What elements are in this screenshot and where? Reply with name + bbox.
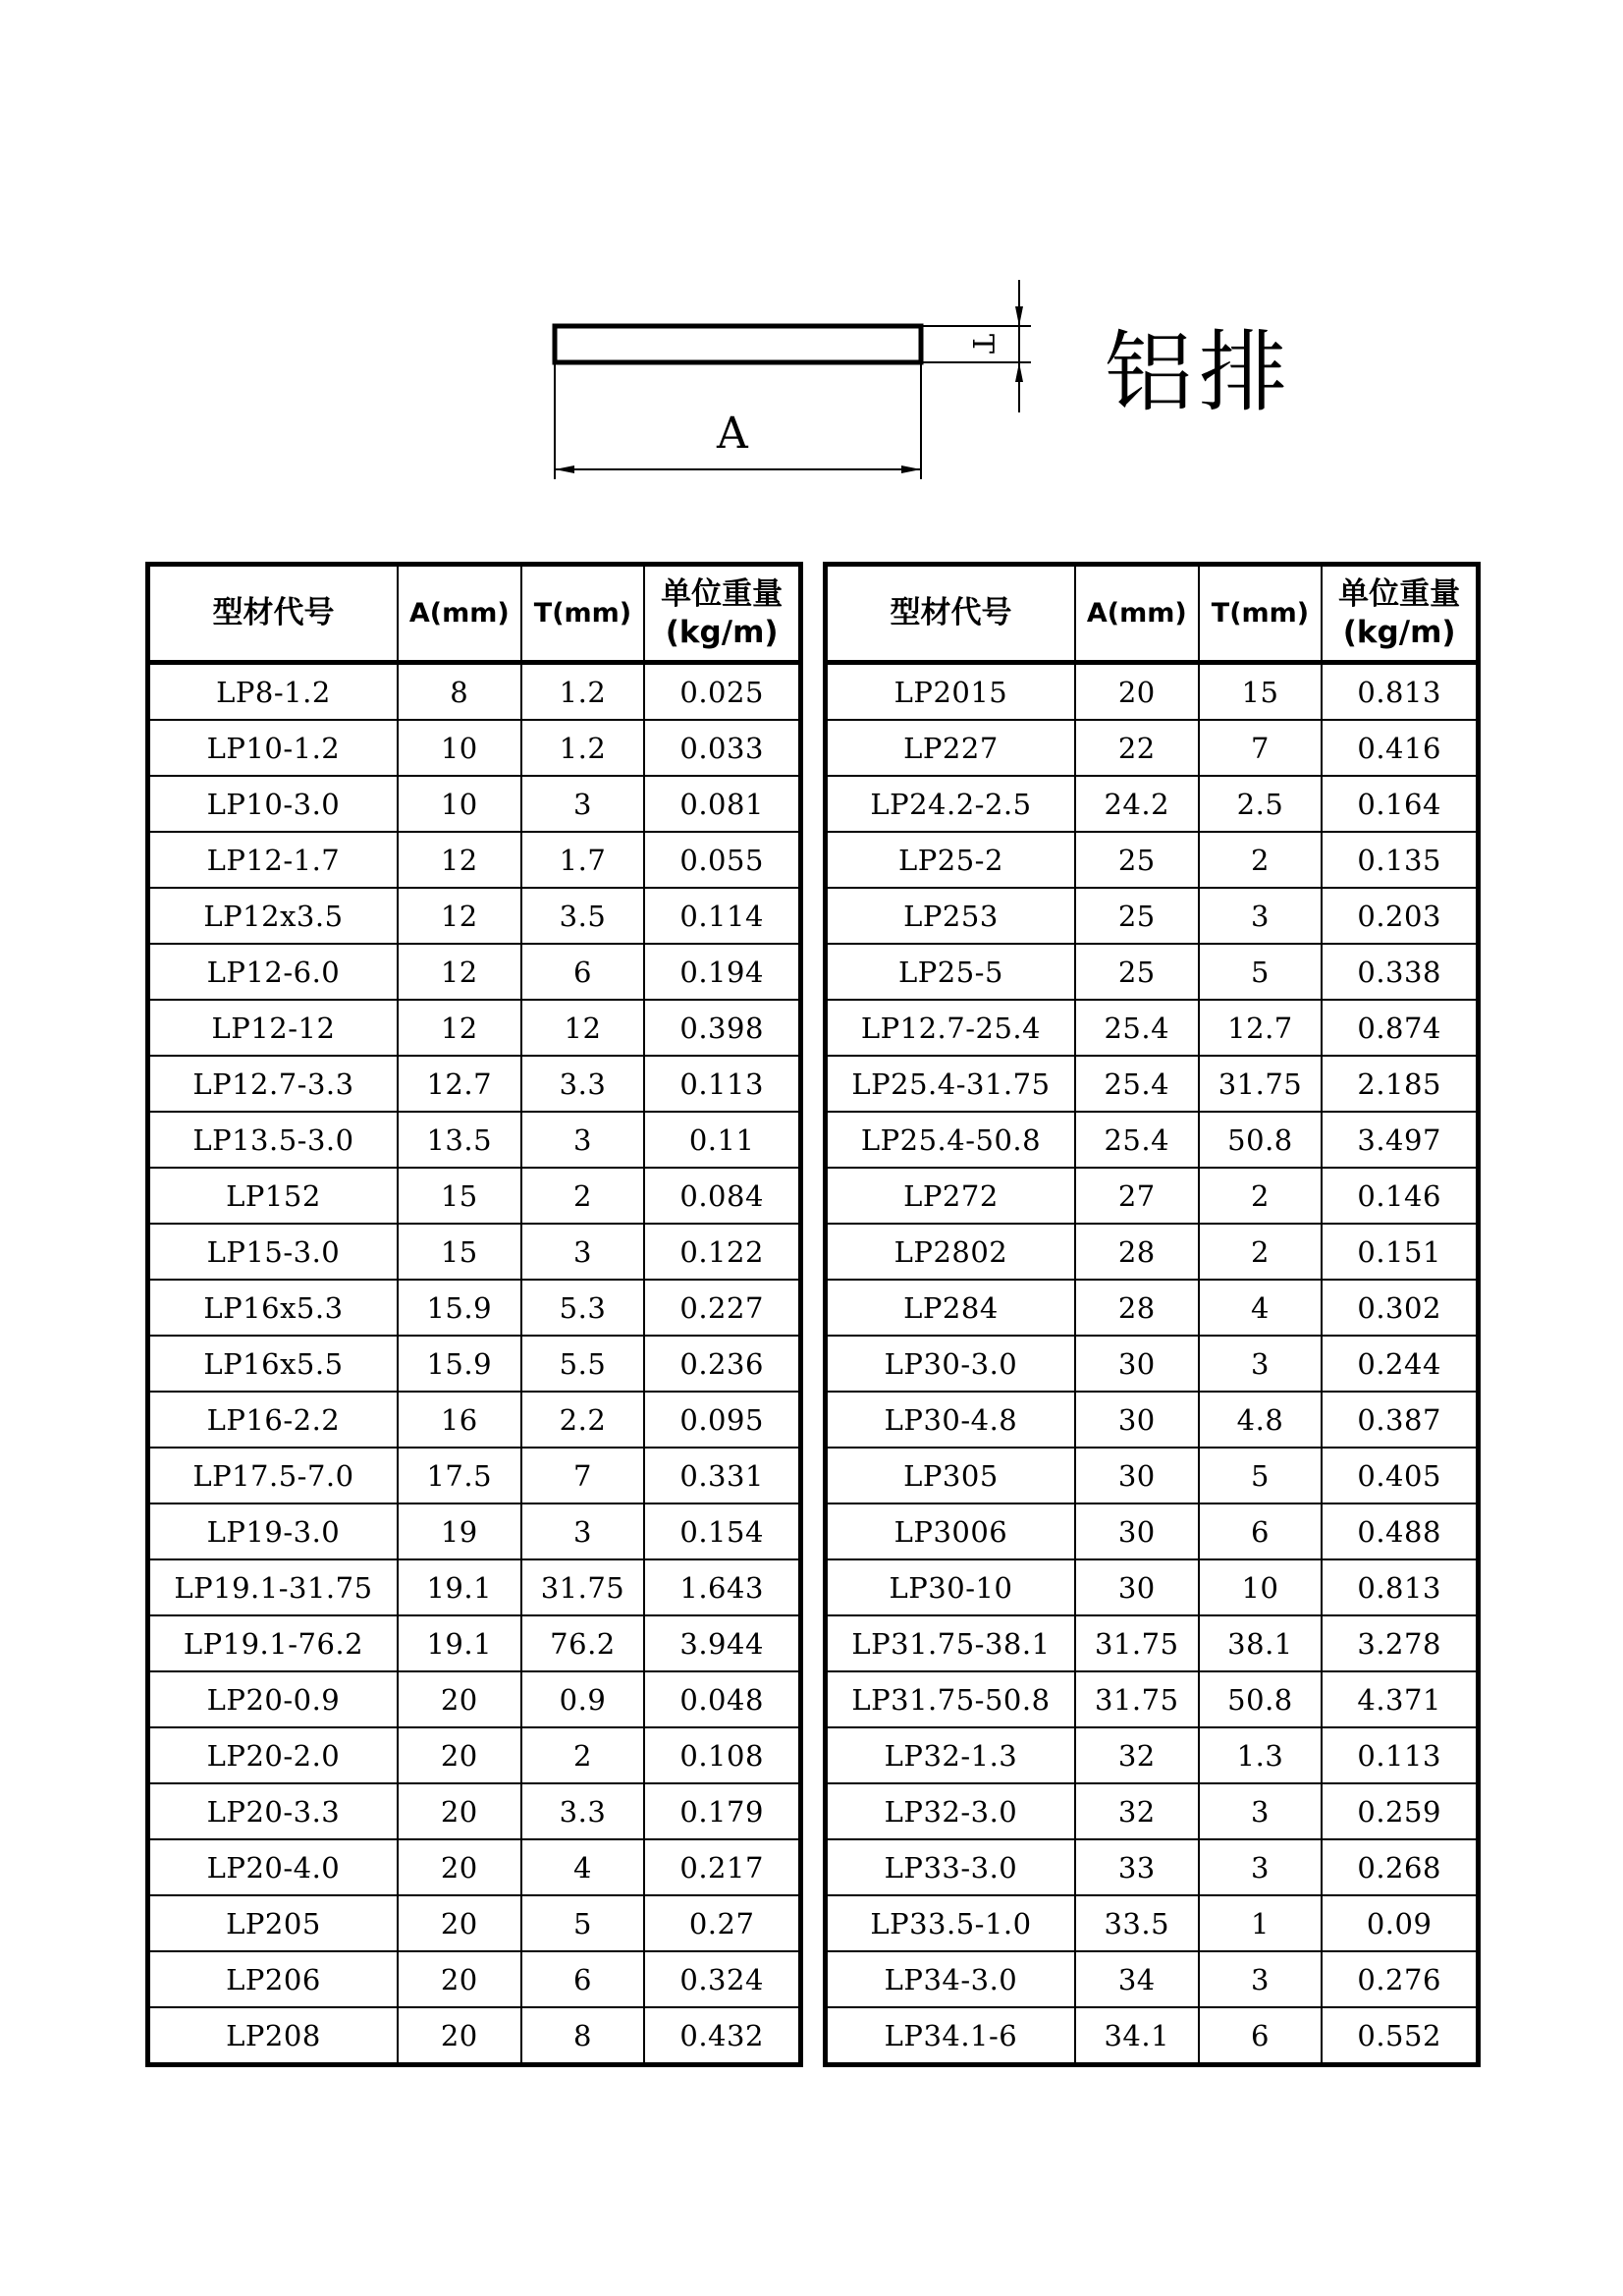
cell-t: 1.2 xyxy=(521,663,645,721)
cell-weight: 0.236 xyxy=(644,1336,800,1392)
spec-table-left xyxy=(145,562,803,2067)
table-row xyxy=(148,1448,801,1503)
cell-t: 6 xyxy=(1199,1503,1323,1559)
table-row xyxy=(148,1056,801,1112)
cell-code: LP25.4-50.8 xyxy=(826,1112,1075,1168)
cell-weight: 0.113 xyxy=(644,1056,800,1112)
cell-code: LP17.5-7.0 xyxy=(148,1448,398,1503)
table-row xyxy=(148,720,801,776)
cell-a: 28 xyxy=(1075,1224,1199,1280)
header-weight-title: 单位重量 xyxy=(1338,575,1461,612)
bar-cross-section xyxy=(555,326,921,362)
arrow-a-left xyxy=(555,465,574,473)
cell-weight: 0.387 xyxy=(1322,1392,1478,1448)
cell-t: 12.7 xyxy=(1199,1000,1323,1056)
table-row xyxy=(826,1951,1479,2007)
cell-a: 12 xyxy=(398,944,521,1000)
cell-a: 24.2 xyxy=(1075,776,1199,832)
cell-t: 31.75 xyxy=(1199,1056,1323,1112)
cell-a: 20 xyxy=(1075,663,1199,721)
cell-code: LP31.75-38.1 xyxy=(826,1615,1075,1671)
table-row xyxy=(826,1224,1479,1280)
header-weight xyxy=(644,565,800,663)
cell-a: 22 xyxy=(1075,720,1199,776)
cell-weight: 0.154 xyxy=(644,1503,800,1559)
table-row xyxy=(148,1503,801,1559)
cell-weight: 0.874 xyxy=(1322,1000,1478,1056)
cell-t: 50.8 xyxy=(1199,1112,1323,1168)
cell-weight: 0.227 xyxy=(644,1280,800,1336)
cell-t: 15 xyxy=(1199,663,1323,721)
cell-a: 30 xyxy=(1075,1448,1199,1503)
cell-a: 20 xyxy=(398,1895,521,1951)
table-row xyxy=(148,1168,801,1224)
table-body-right xyxy=(826,663,1479,2065)
cell-code: LP13.5-3.0 xyxy=(148,1112,398,1168)
cell-t: 38.1 xyxy=(1199,1615,1323,1671)
table-row xyxy=(826,888,1479,944)
cell-weight: 0.27 xyxy=(644,1895,800,1951)
header-code: 型材代号 xyxy=(826,565,1075,663)
cell-weight: 0.084 xyxy=(644,1168,800,1224)
cell-code: LP16-2.2 xyxy=(148,1392,398,1448)
cell-code: LP12x3.5 xyxy=(148,888,398,944)
table-row xyxy=(148,1727,801,1783)
cell-weight: 0.552 xyxy=(1322,2007,1478,2065)
table-row xyxy=(826,1727,1479,1783)
profile-drawing-svg xyxy=(530,270,1041,496)
cell-code: LP205 xyxy=(148,1895,398,1951)
cell-a: 32 xyxy=(1075,1783,1199,1839)
table-body-left xyxy=(148,663,801,2065)
page-title: 铝排 xyxy=(1105,321,1293,424)
cell-t: 5.3 xyxy=(521,1280,645,1336)
cell-weight: 0.217 xyxy=(644,1839,800,1895)
cell-t: 3 xyxy=(1199,1839,1323,1895)
cell-weight: 0.164 xyxy=(1322,776,1478,832)
cell-t: 5 xyxy=(1199,944,1323,1000)
table-row xyxy=(826,1448,1479,1503)
cell-weight: 0.338 xyxy=(1322,944,1478,1000)
cell-code: LP12-1.7 xyxy=(148,832,398,888)
cell-code: LP8-1.2 xyxy=(148,663,398,721)
cell-t: 0.9 xyxy=(521,1671,645,1727)
cell-weight: 1.643 xyxy=(644,1559,800,1615)
cell-weight: 0.813 xyxy=(1322,663,1478,721)
cell-t: 5 xyxy=(521,1895,645,1951)
cell-a: 20 xyxy=(398,1671,521,1727)
table-row xyxy=(826,1839,1479,1895)
table-row xyxy=(148,1392,801,1448)
table-row xyxy=(148,888,801,944)
cell-weight: 0.813 xyxy=(1322,1559,1478,1615)
cell-a: 25 xyxy=(1075,888,1199,944)
cell-code: LP206 xyxy=(148,1951,398,2007)
dimension-t-label: T xyxy=(965,333,1001,355)
cell-a: 25.4 xyxy=(1075,1112,1199,1168)
table-row xyxy=(148,1615,801,1671)
cell-a: 15.9 xyxy=(398,1336,521,1392)
cell-a: 25 xyxy=(1075,944,1199,1000)
cell-a: 28 xyxy=(1075,1280,1199,1336)
table-row xyxy=(826,1280,1479,1336)
cell-code: LP284 xyxy=(826,1280,1075,1336)
header-a: A(mm) xyxy=(398,565,521,663)
cell-t: 2 xyxy=(1199,1168,1323,1224)
cell-t: 4.8 xyxy=(1199,1392,1323,1448)
cell-code: LP12-6.0 xyxy=(148,944,398,1000)
cell-code: LP30-10 xyxy=(826,1559,1075,1615)
cell-t: 6 xyxy=(521,944,645,1000)
cell-a: 33 xyxy=(1075,1839,1199,1895)
header-code: 型材代号 xyxy=(148,565,398,663)
cell-weight: 0.095 xyxy=(644,1392,800,1448)
cell-t: 31.75 xyxy=(521,1559,645,1615)
cell-t: 4 xyxy=(1199,1280,1323,1336)
table-row xyxy=(826,1783,1479,1839)
cell-weight: 4.371 xyxy=(1322,1671,1478,1727)
cell-code: LP272 xyxy=(826,1168,1075,1224)
cell-code: LP253 xyxy=(826,888,1075,944)
cell-a: 30 xyxy=(1075,1503,1199,1559)
cell-a: 25.4 xyxy=(1075,1000,1199,1056)
cell-t: 50.8 xyxy=(1199,1671,1323,1727)
cell-code: LP16x5.5 xyxy=(148,1336,398,1392)
cell-a: 20 xyxy=(398,1951,521,2007)
cell-a: 19 xyxy=(398,1503,521,1559)
cell-a: 30 xyxy=(1075,1392,1199,1448)
cell-code: LP20-3.3 xyxy=(148,1783,398,1839)
table-row xyxy=(826,832,1479,888)
cell-t: 3 xyxy=(1199,1336,1323,1392)
cell-a: 25 xyxy=(1075,832,1199,888)
table-row xyxy=(826,1056,1479,1112)
cell-weight: 0.331 xyxy=(644,1448,800,1503)
cell-t: 3.3 xyxy=(521,1783,645,1839)
cell-t: 3 xyxy=(521,1224,645,1280)
cell-a: 30 xyxy=(1075,1336,1199,1392)
table-row xyxy=(148,1336,801,1392)
cell-code: LP30-4.8 xyxy=(826,1392,1075,1448)
cell-weight: 0.055 xyxy=(644,832,800,888)
cell-code: LP33-3.0 xyxy=(826,1839,1075,1895)
cell-t: 3 xyxy=(521,776,645,832)
cell-weight: 0.108 xyxy=(644,1727,800,1783)
header-weight-title: 单位重量 xyxy=(661,575,784,612)
table-row xyxy=(148,663,801,721)
cell-code: LP2015 xyxy=(826,663,1075,721)
table-row xyxy=(148,944,801,1000)
cell-code: LP32-3.0 xyxy=(826,1783,1075,1839)
cell-code: LP10-3.0 xyxy=(148,776,398,832)
cell-t: 2 xyxy=(521,1168,645,1224)
cell-weight: 0.114 xyxy=(644,888,800,944)
cell-t: 6 xyxy=(521,1951,645,2007)
cell-code: LP208 xyxy=(148,2007,398,2065)
cell-weight: 0.432 xyxy=(644,2007,800,2065)
header-weight xyxy=(1322,565,1478,663)
cell-code: LP33.5-1.0 xyxy=(826,1895,1075,1951)
cell-a: 27 xyxy=(1075,1168,1199,1224)
cell-a: 12 xyxy=(398,1000,521,1056)
cell-code: LP24.2-2.5 xyxy=(826,776,1075,832)
cell-weight: 0.151 xyxy=(1322,1224,1478,1280)
cell-code: LP12-12 xyxy=(148,1000,398,1056)
cell-t: 4 xyxy=(521,1839,645,1895)
cell-a: 20 xyxy=(398,2007,521,2065)
cell-code: LP20-4.0 xyxy=(148,1839,398,1895)
cell-t: 1.3 xyxy=(1199,1727,1323,1783)
table-row xyxy=(826,1615,1479,1671)
cell-t: 10 xyxy=(1199,1559,1323,1615)
cell-t: 3.5 xyxy=(521,888,645,944)
cell-code: LP34-3.0 xyxy=(826,1951,1075,2007)
cell-code: LP20-2.0 xyxy=(148,1727,398,1783)
cell-a: 19.1 xyxy=(398,1559,521,1615)
table-row xyxy=(148,1224,801,1280)
cell-code: LP25.4-31.75 xyxy=(826,1056,1075,1112)
cell-t: 3 xyxy=(1199,1783,1323,1839)
cell-a: 34.1 xyxy=(1075,2007,1199,2065)
header-t: T(mm) xyxy=(521,565,645,663)
cell-t: 3.3 xyxy=(521,1056,645,1112)
cell-weight: 0.398 xyxy=(644,1000,800,1056)
table-row xyxy=(148,1839,801,1895)
cell-weight: 0.203 xyxy=(1322,888,1478,944)
table-row xyxy=(148,1000,801,1056)
table-row xyxy=(826,720,1479,776)
cell-weight: 0.244 xyxy=(1322,1336,1478,1392)
arrow-a-right xyxy=(901,465,921,473)
cell-a: 20 xyxy=(398,1783,521,1839)
cell-a: 15 xyxy=(398,1168,521,1224)
cell-code: LP3006 xyxy=(826,1503,1075,1559)
cell-weight: 0.488 xyxy=(1322,1503,1478,1559)
cell-code: LP25-5 xyxy=(826,944,1075,1000)
cell-code: LP12.7-25.4 xyxy=(826,1000,1075,1056)
table-row xyxy=(826,1503,1479,1559)
cell-t: 7 xyxy=(521,1448,645,1503)
cell-weight: 0.146 xyxy=(1322,1168,1478,1224)
cell-a: 15 xyxy=(398,1224,521,1280)
cell-code: LP2802 xyxy=(826,1224,1075,1280)
cell-a: 33.5 xyxy=(1075,1895,1199,1951)
cell-weight: 0.113 xyxy=(1322,1727,1478,1783)
table-row xyxy=(148,776,801,832)
table-row xyxy=(826,1336,1479,1392)
header-t: T(mm) xyxy=(1199,565,1323,663)
cell-t: 5 xyxy=(1199,1448,1323,1503)
cell-t: 1 xyxy=(1199,1895,1323,1951)
cell-weight: 0.259 xyxy=(1322,1783,1478,1839)
table-row xyxy=(826,776,1479,832)
table-row xyxy=(826,944,1479,1000)
cell-a: 20 xyxy=(398,1839,521,1895)
cell-t: 1.7 xyxy=(521,832,645,888)
cell-weight: 0.268 xyxy=(1322,1839,1478,1895)
cell-weight: 0.324 xyxy=(644,1951,800,2007)
table-row xyxy=(148,1559,801,1615)
cell-weight: 0.025 xyxy=(644,663,800,721)
cell-code: LP227 xyxy=(826,720,1075,776)
cell-t: 3 xyxy=(1199,1951,1323,2007)
table-row xyxy=(826,1112,1479,1168)
cell-a: 17.5 xyxy=(398,1448,521,1503)
cell-t: 2.2 xyxy=(521,1392,645,1448)
cell-a: 12 xyxy=(398,832,521,888)
cell-t: 2 xyxy=(521,1727,645,1783)
table-row xyxy=(148,2007,801,2065)
cell-code: LP19.1-76.2 xyxy=(148,1615,398,1671)
cell-code: LP15-3.0 xyxy=(148,1224,398,1280)
cell-weight: 3.497 xyxy=(1322,1112,1478,1168)
cell-t: 2 xyxy=(1199,1224,1323,1280)
cell-weight: 0.194 xyxy=(644,944,800,1000)
table-row xyxy=(826,2007,1479,2065)
cell-t: 3 xyxy=(521,1112,645,1168)
cell-a: 10 xyxy=(398,776,521,832)
table-row xyxy=(148,832,801,888)
table-row xyxy=(826,1392,1479,1448)
cell-weight: 0.135 xyxy=(1322,832,1478,888)
cell-weight: 0.405 xyxy=(1322,1448,1478,1503)
header-a: A(mm) xyxy=(1075,565,1199,663)
table-row xyxy=(826,1559,1479,1615)
table-row xyxy=(826,1000,1479,1056)
cell-code: LP34.1-6 xyxy=(826,2007,1075,2065)
cell-code: LP25-2 xyxy=(826,832,1075,888)
cell-t: 6 xyxy=(1199,2007,1323,2065)
table-row xyxy=(826,1895,1479,1951)
table-header-row xyxy=(826,565,1479,663)
cell-weight: 0.09 xyxy=(1322,1895,1478,1951)
cell-weight: 3.278 xyxy=(1322,1615,1478,1671)
arrow-t-bottom xyxy=(1015,362,1023,382)
cell-t: 3 xyxy=(521,1503,645,1559)
table-row xyxy=(148,1112,801,1168)
cell-code: LP10-1.2 xyxy=(148,720,398,776)
cell-a: 31.75 xyxy=(1075,1671,1199,1727)
cell-weight: 0.122 xyxy=(644,1224,800,1280)
cell-weight: 0.179 xyxy=(644,1783,800,1839)
cell-code: LP16x5.3 xyxy=(148,1280,398,1336)
cell-code: LP12.7-3.3 xyxy=(148,1056,398,1112)
table-row xyxy=(148,1895,801,1951)
header-weight-unit: (kg/m) xyxy=(665,614,779,650)
cell-a: 31.75 xyxy=(1075,1615,1199,1671)
cell-a: 25.4 xyxy=(1075,1056,1199,1112)
cell-weight: 3.944 xyxy=(644,1615,800,1671)
cell-a: 10 xyxy=(398,720,521,776)
cell-weight: 0.033 xyxy=(644,720,800,776)
cell-weight: 0.276 xyxy=(1322,1951,1478,2007)
cell-weight: 2.185 xyxy=(1322,1056,1478,1112)
cell-t: 12 xyxy=(521,1000,645,1056)
cell-weight: 0.302 xyxy=(1322,1280,1478,1336)
cell-a: 30 xyxy=(1075,1559,1199,1615)
cell-code: LP152 xyxy=(148,1168,398,1224)
cell-t: 3 xyxy=(1199,888,1323,944)
profile-drawing xyxy=(530,270,1041,496)
cell-t: 1.2 xyxy=(521,720,645,776)
cell-t: 8 xyxy=(521,2007,645,2065)
table-header-row xyxy=(148,565,801,663)
cell-weight: 0.11 xyxy=(644,1112,800,1168)
cell-code: LP31.75-50.8 xyxy=(826,1671,1075,1727)
table-row xyxy=(148,1951,801,2007)
table-row xyxy=(148,1280,801,1336)
cell-weight: 0.416 xyxy=(1322,720,1478,776)
cell-t: 7 xyxy=(1199,720,1323,776)
cell-a: 32 xyxy=(1075,1727,1199,1783)
header-weight-unit: (kg/m) xyxy=(1342,614,1456,650)
table-row xyxy=(826,1168,1479,1224)
cell-a: 15.9 xyxy=(398,1280,521,1336)
dimension-a-label: A xyxy=(717,409,748,459)
table-row xyxy=(148,1783,801,1839)
cell-code: LP19-3.0 xyxy=(148,1503,398,1559)
table-row xyxy=(826,1671,1479,1727)
cell-a: 34 xyxy=(1075,1951,1199,2007)
cell-t: 2 xyxy=(1199,832,1323,888)
table-row xyxy=(826,663,1479,721)
cell-a: 19.1 xyxy=(398,1615,521,1671)
cell-a: 8 xyxy=(398,663,521,721)
cell-code: LP20-0.9 xyxy=(148,1671,398,1727)
cell-t: 5.5 xyxy=(521,1336,645,1392)
cell-code: LP32-1.3 xyxy=(826,1727,1075,1783)
arrow-t-top xyxy=(1015,306,1023,326)
cell-a: 20 xyxy=(398,1727,521,1783)
cell-code: LP30-3.0 xyxy=(826,1336,1075,1392)
cell-weight: 0.081 xyxy=(644,776,800,832)
cell-t: 76.2 xyxy=(521,1615,645,1671)
cell-code: LP19.1-31.75 xyxy=(148,1559,398,1615)
spec-table-right xyxy=(823,562,1481,2067)
cell-a: 16 xyxy=(398,1392,521,1448)
cell-a: 12.7 xyxy=(398,1056,521,1112)
cell-code: LP305 xyxy=(826,1448,1075,1503)
cell-t: 2.5 xyxy=(1199,776,1323,832)
cell-a: 13.5 xyxy=(398,1112,521,1168)
table-row xyxy=(148,1671,801,1727)
cell-weight: 0.048 xyxy=(644,1671,800,1727)
cell-a: 12 xyxy=(398,888,521,944)
